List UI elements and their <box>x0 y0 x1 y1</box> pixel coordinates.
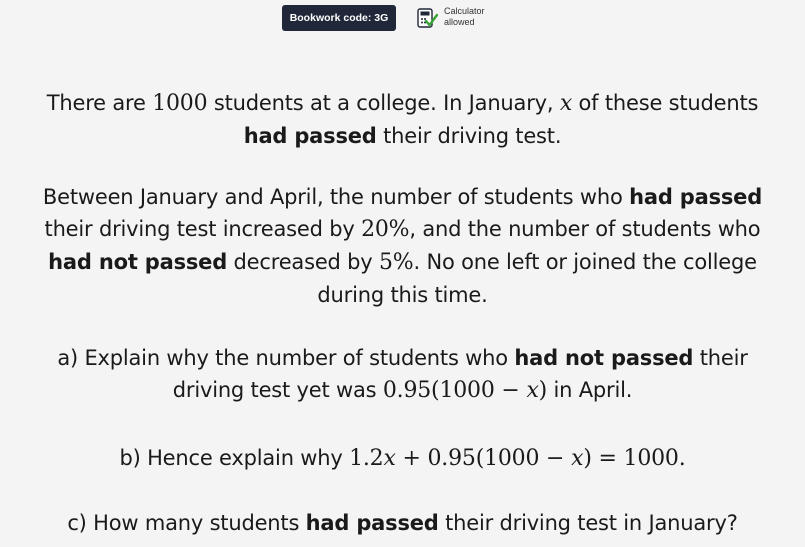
calculator-allowed-label <box>444 6 485 28</box>
calculator-check-icon <box>416 7 438 29</box>
intro-line-2: had passed their driving test. <box>243 124 562 148</box>
part-b-line: b) Hence explain why 1.2x + 0.95(1000 − x) = 1000. <box>119 446 686 471</box>
part-a-line-1: a) Explain why the number of students who had not passed their <box>57 346 748 370</box>
change-line-1: Between January and April, the number of students who had passed <box>42 185 763 209</box>
change-line-3: had not passed decreased by 5%. No one left or joined the college <box>48 250 757 275</box>
part-a-line-2: driving test yet was 0.95(1000 − x) in April. <box>172 378 633 403</box>
question-part-b <box>0 442 805 475</box>
change-line-2: their driving test increased by 20%, and the number of students who <box>44 217 761 242</box>
header-bar <box>0 0 805 40</box>
intro-line-1: There are 1000 students at a college. In January, x of these students <box>46 91 759 116</box>
question-part-a <box>0 342 805 407</box>
change-paragraph <box>0 181 805 311</box>
change-line-4: during this time. <box>317 283 488 307</box>
calculator-label-line1: Calculator <box>444 6 485 16</box>
calculator-label-line2: allowed <box>444 17 475 27</box>
bookwork-code-badge: Bookwork code: 3G <box>282 5 396 31</box>
intro-paragraph <box>0 87 805 152</box>
part-c-line: c) How many students had passed their driving test in January? <box>67 511 738 535</box>
question-part-c <box>0 507 805 539</box>
